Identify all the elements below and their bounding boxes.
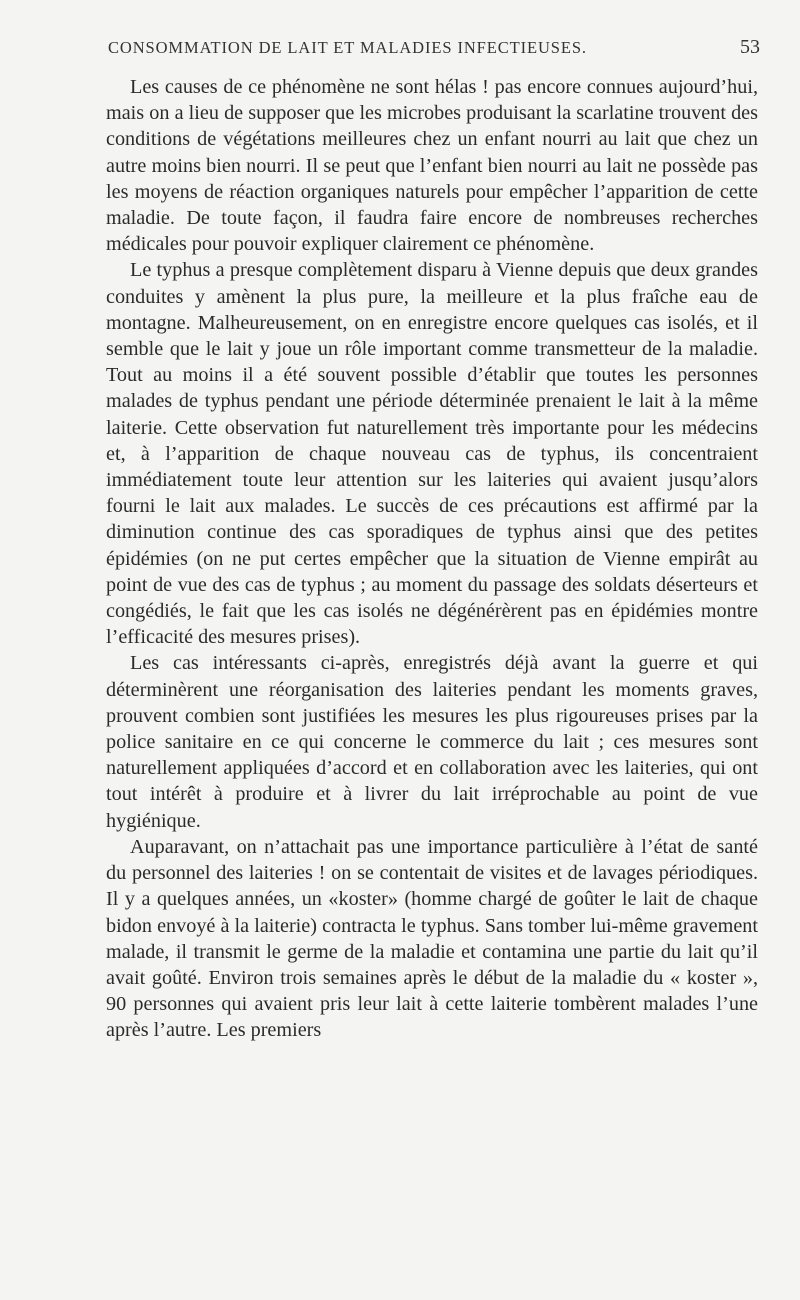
paragraph: Auparavant, on n’attachait pas une importance particulière à l’état de santé du personnel des laiteries ! on se contentait de visites et de lavages périodiques. Il y a quelques années, un «koster» (homme chargé de goûter le lait de chaque bidon envoyé à la laiterie) contracta le typhus. Sans tomber lui-même gravement malade, il transmit le germe de la maladie et contamina une partie du lait qu’il avait goûté. Environ trois semaines après le début de la maladie du « koster », 90 personnes qui avaient pris leur lait à cette laiterie tombèrent malades l’une après l’autre. Les premiers bbox=[106, 835, 758, 1042]
body-text bbox=[106, 74, 758, 1044]
paragraph: Le typhus a presque complètement disparu à Vienne depuis que deux grandes conduites y amènent la plus pure, la meilleure et la plus fraîche eau de montagne. Malheureusement, on en enregistre encore quelques cas isolés, et il semble que le lait y joue un rôle important comme transmetteur de la maladie. Tout au moins il a été souvent possible d’établir que toutes les personnes malades de typhus pendant une période déterminée prenaient le lait à la même laiterie. Cette observation fut naturellement très importante pour les médecins et, à l’apparition de chaque nouveau cas de typhus, ils concentraient immédiatement toute leur attention sur les laiteries qui avaient jusqu’alors fourni le lait aux malades. Le succès de ces précautions est affirmé par la diminution continue des cas sporadiques de typhus ainsi que des petites épidémies (on ne put certes empêcher que la situation de Vienne empirât au point de vue des cas de typhus ; au moment du passage des soldats déserteurs et congédiés, le fait que les cas isolés ne dégénérèrent pas en épidémies montre l’efficacité des mesures prises). bbox=[106, 259, 758, 649]
running-title: CONSOMMATION DE LAIT ET MALADIES INFECTIEUSES. bbox=[108, 38, 587, 57]
paragraph: Les cas intéressants ci-après, enregistrés déjà avant la guerre et qui déterminèrent une réorganisation des laiteries pendant les moments graves, prouvent combien sont justifiées les mesures les plus rigoureuses prises par la police sanitaire en ce qui concerne le commerce du lait ; ces mesures sont naturellement appliquées d’accord et en collaboration avec les laiteries, qui ont tout intérêt à produire et à livrer du lait irréprochable au point de vue hygiénique. bbox=[106, 652, 758, 832]
running-header bbox=[108, 36, 760, 64]
page-number: 53 bbox=[740, 36, 760, 58]
paragraph: Les causes de ce phénomène ne sont hélas ! pas encore connues aujourd’hui, mais on a lieu de supposer que les microbes produisant la scarlatine trouvent des conditions de végétations meilleures chez un enfant nourri au lait que chez un autre moins bien nourri. Il se peut que l’enfant bien nourri au lait ne possède pas les moyens de réaction organiques naturels pour empêcher l’apparition de cette maladie. De toute façon, il faudra faire encore de nombreuses recherches médicales pour pouvoir expliquer clairement ce phénomène. bbox=[106, 76, 758, 256]
